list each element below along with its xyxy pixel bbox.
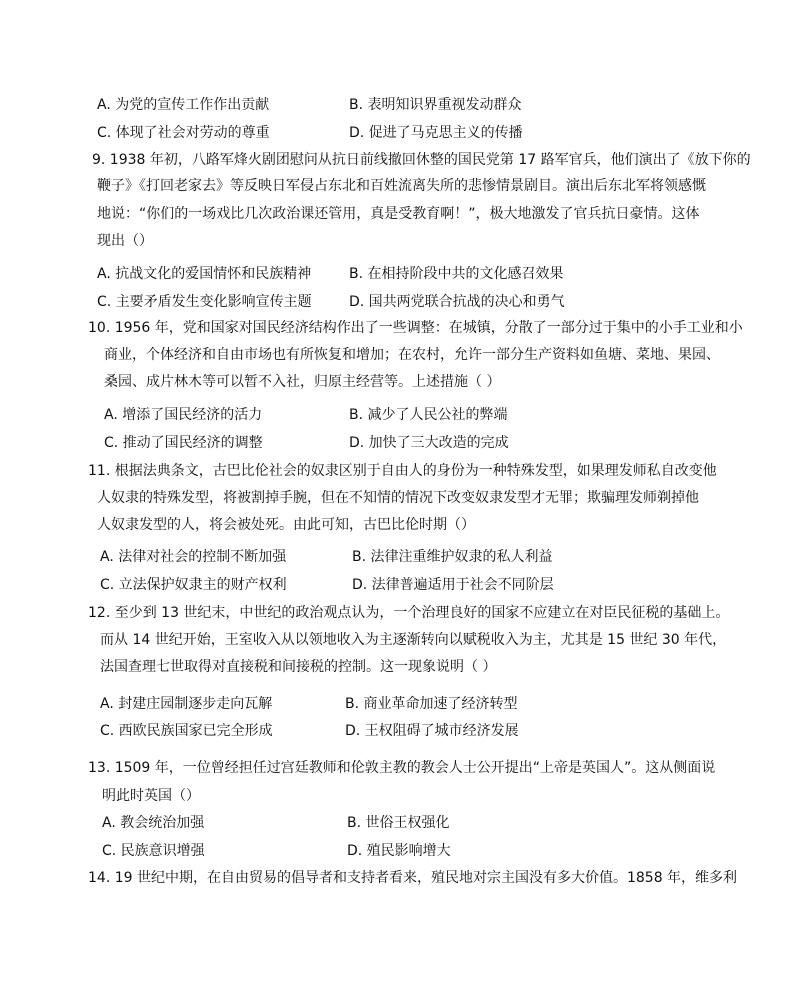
q9-stem-line-3: 地说：“你们的一场戏比几次政治课还管用，真是受教育啊！”，极大地激发了官兵抗日豪情。这体 — [97, 206, 700, 222]
q9-stem-line-4: 现出（） — [97, 233, 153, 249]
q12-options-row-1 — [0, 692, 793, 716]
q10-option-b[interactable]: B. 减少了人民公社的弊端 — [349, 407, 508, 423]
q9-option-c[interactable]: C. 主要矛盾发生变化影响宣传主题 — [97, 294, 312, 310]
q12-option-d[interactable]: D. 王权阻碍了城市经济发展 — [345, 723, 519, 739]
q12-option-a[interactable]: A. 封建庄园制逐步走向瓦解 — [100, 696, 273, 712]
q13-option-a[interactable]: A. 教会统治加强 — [102, 815, 205, 831]
q9-options-row-2 — [0, 290, 793, 314]
q12-stem-line-3: 法国查理七世取得对直接税和间接税的控制。这一现象说明（ ） — [100, 659, 497, 675]
q10-option-c[interactable]: C. 推动了国民经济的调整 — [104, 435, 263, 451]
q10-stem-line-1: 10. 1956 年，党和国家对国民经济结构作出了一些调整：在城镇，分散了一部分过于集中的小手工业和小 — [88, 320, 743, 336]
q9-option-a[interactable]: A. 抗战文化的爱国情怀和民族精神 — [97, 266, 312, 282]
q13-option-c[interactable]: C. 民族意识增强 — [102, 843, 205, 859]
q9-stem-line-1: 9. 1938 年初，八路军烽火剧团慰问从抗日前线撤回休整的国民党第 17 路军官兵，他们演出了《放下你的 — [92, 152, 751, 168]
q11-option-b[interactable]: B. 法律注重维护奴隶的私人利益 — [352, 549, 553, 565]
q9-stem-line-2: 鞭子》《打回老家去》等反映日军侵占东北和百姓流离失所的悲惨情景剧目。演出后东北军将领感慨 — [97, 178, 706, 194]
q8-option-c[interactable]: C. 体现了社会对劳动的尊重 — [97, 125, 270, 141]
q9-options-row-1 — [0, 262, 793, 286]
q11-options-row-2 — [0, 573, 793, 597]
q12-option-b[interactable]: B. 商业革命加速了经济转型 — [345, 696, 518, 712]
q12-option-c[interactable]: C. 西欧民族国家已完全形成 — [100, 723, 273, 739]
q11-option-d[interactable]: D. 法律普遍适用于社会不同阶层 — [352, 577, 554, 593]
q8-option-d[interactable]: D. 促进了马克思主义的传播 — [349, 125, 523, 141]
q8-options-row-1 — [0, 93, 793, 117]
q8-option-b[interactable]: B. 表明知识界重视发动群众 — [349, 97, 522, 113]
q12-stem-line-2: 而从 14 世纪开始，王室收入从以领地收入为主逐渐转向以赋税收入为主，尤其是 15 世纪 30 年代， — [100, 632, 727, 648]
q12-stem-line-1: 12. 至少到 13 世纪末，中世纪的政治观点认为，一个治理良好的国家不应建立在对臣民征税的基础上。 — [88, 605, 730, 621]
q13-option-d[interactable]: D. 殖民影响增大 — [347, 843, 451, 859]
q11-stem-line-3: 人奴隶发型的人，将会被处死。由此可知，古巴比伦时期（） — [97, 517, 475, 533]
q14-stem-line-1: 14. 19 世纪中期，在自由贸易的倡导者和支持者看来，殖民地对宗主国没有多大价值。1858 年，维多利 — [88, 870, 738, 886]
q13-options-row-1 — [0, 811, 793, 835]
q10-option-d[interactable]: D. 加快了三大改造的完成 — [349, 435, 509, 451]
q13-stem-line-1: 13. 1509 年，一位曾经担任过宫廷教师和伦敦主教的教会人士公开提出“上帝是英国人”。这从侧面说 — [88, 760, 716, 776]
q11-option-a[interactable]: A. 法律对社会的控制不断加强 — [100, 549, 287, 565]
q10-stem-line-2: 商业，个体经济和自由市场也有所恢复和增加；在农村，允许一部分生产资料如鱼塘、菜地、果园、 — [104, 347, 720, 363]
q11-option-c[interactable]: C. 立法保护奴隶主的财产权利 — [100, 577, 287, 593]
q10-stem-line-3: 桑园、成片林木等可以暂不入社，归原主经营等。上述措施（ ） — [104, 374, 501, 390]
q10-options-row-1 — [0, 403, 793, 427]
q9-option-d[interactable]: D. 国共两党联合抗战的决心和勇气 — [349, 294, 565, 310]
q11-stem-line-1: 11. 根据法典条文，古巴比伦社会的奴隶区别于自由人的身份为一种特殊发型，如果理发师私自改变他 — [88, 463, 717, 479]
q10-options-row-2 — [0, 431, 793, 455]
q9-option-b[interactable]: B. 在相持阶段中共的文化感召效果 — [349, 266, 564, 282]
q13-options-row-2 — [0, 839, 793, 863]
q8-option-a[interactable]: A. 为党的宣传工作作出贡献 — [97, 97, 270, 113]
q10-option-a[interactable]: A. 增添了国民经济的活力 — [104, 407, 263, 423]
q11-options-row-1 — [0, 545, 793, 569]
q13-stem-line-2: 明此时英国（） — [102, 788, 200, 804]
q11-stem-line-2: 人奴隶的特殊发型，将被割掉手腕，但在不知情的情况下改变奴隶发型才无罪；欺骗理发师剃掉他 — [97, 490, 699, 506]
q12-options-row-2 — [0, 719, 793, 743]
q13-option-b[interactable]: B. 世俗王权强化 — [347, 815, 450, 831]
q8-options-row-2 — [0, 121, 793, 145]
